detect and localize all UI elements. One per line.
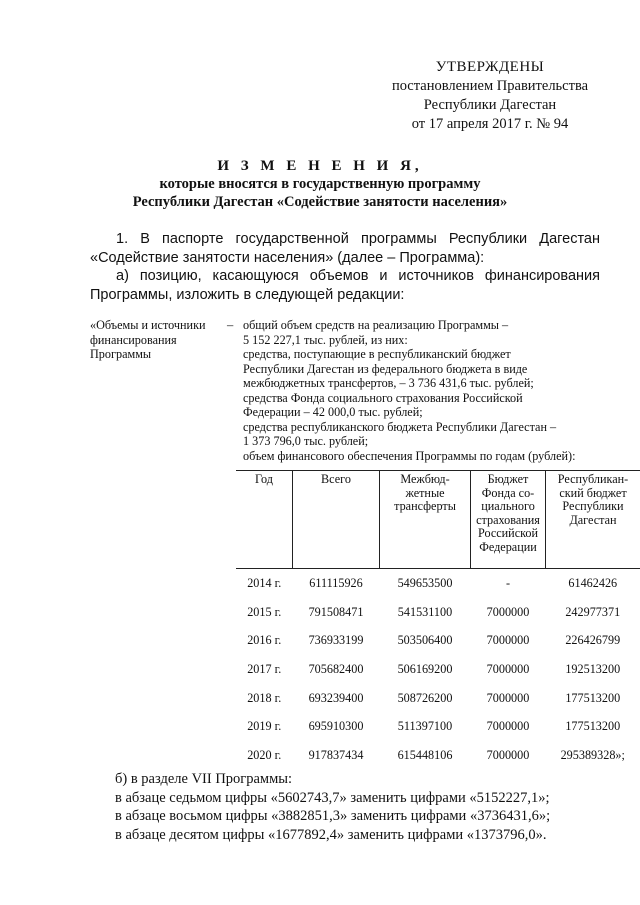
table-row [236,684,640,713]
cell-total: 917837434 [308,747,364,762]
paragraph-1-text: 1. В паспорте государственной программы Республики Дагестан «Содействие занятости населения» (далее – Программа): [90,231,600,266]
column-header-social-fund: Бюджет Фонда со-циального страхования Российской Федерации [471,471,546,569]
paragraph-1a-text: а) позицию, касающуюся объемов и источников финансирования Программы, изложить в следующей редакции: [90,268,600,303]
cell-total: 695910300 [308,719,364,734]
paragraph-b-line: в абзаце седьмом цифры «5602743,7» заменить цифрами «5152227,1»; [115,789,550,806]
cell-social-fund: 7000000 [486,690,530,705]
cell-social-fund: 7000000 [486,747,530,762]
table-row [236,655,640,684]
column-header-transfers: Межбюд-жетные трансферты [380,471,471,569]
position-line: 5 152 227,1 тыс. рублей, из них: [243,332,408,347]
table-row [236,741,640,770]
cell-social-fund: 7000000 [486,633,530,648]
cell-transfers: 511397100 [397,719,453,734]
cell-transfers: 549653500 [397,575,453,590]
position-dash: – [227,318,234,332]
cell-year: 2020 г. [247,747,282,762]
cell-republic-budget: 192513200 [565,661,621,676]
cell-republic-budget: 61462426 [568,575,618,590]
cell-transfers: 508726200 [397,690,453,705]
paragraph-b-line: в абзаце десятом цифры «1677892,4» заменить цифрами «1373796,0». [115,826,547,843]
position-line: 1 373 796,0 тыс. рублей; [243,434,369,448]
cell-total: 705682400 [308,661,364,676]
paragraph-1 [90,230,600,304]
position-line: средства республиканского бюджета Республики Дагестан – [243,419,557,434]
position-line: межбюджетных трансфертов, – 3 736 431,6 тыс. рублей; [243,376,534,390]
column-header-year: Год [236,471,293,569]
cell-total: 791508471 [308,604,364,619]
position-line: Федерации – 42 000,0 тыс. рублей; [243,405,423,419]
cell-republic-budget: 177513200 [565,690,621,705]
cell-total: 611115926 [309,575,363,590]
cell-year: 2018 г. [247,690,282,705]
approval-line: Республики Дагестан [423,97,557,113]
approval-date: от 17 апреля 2017 г. № 94 [411,116,569,132]
cell-transfers: 506169200 [397,661,453,676]
cell-year: 2014 г. [247,575,282,590]
cell-total: 693239400 [308,690,364,705]
document-title [60,157,580,211]
table-row [236,626,640,655]
title-subline: которые вносятся в государственную программу [159,176,481,192]
cell-year: 2017 г. [247,661,282,676]
position-content [243,318,613,463]
table-header-row [236,471,640,569]
financing-table [236,470,640,770]
cell-republic-budget: 295389328»; [560,747,625,762]
cell-year: 2016 г. [247,633,282,648]
cell-transfers: 615448106 [397,747,453,762]
cell-republic-budget: 242977371 [565,604,621,619]
paragraph-b-line: в абзаце восьмом цифры «3882851,3» заменить цифрами «3736431,6»; [115,808,551,824]
paragraph-b [115,770,615,844]
cell-republic-budget: 226426799 [565,633,621,648]
cell-social-fund: 7000000 [486,719,530,734]
position-line: общий объем средств на реализацию Программы – [243,318,509,332]
title-subline: Республики Дагестан «Содействие занятости населения» [132,194,508,210]
cell-social-fund: - [505,575,511,590]
column-header-republic-budget: Республикан-ский бюджет Республики Дагестан [546,471,640,569]
column-header-total: Всего [293,471,380,569]
position-line: средства Фонда социального страхования Российской [243,390,523,405]
position-label: «Объемы и источники финансирования Программы [90,318,206,361]
table-row [236,569,640,598]
cell-transfers: 503506400 [397,633,453,648]
table-row [236,712,640,741]
cell-year: 2019 г. [247,719,282,734]
title-heading: И З М Е Н Е Н И Я, [217,158,423,174]
approval-line: постановлением Правительства [391,78,589,94]
cell-republic-budget: 177513200 [565,719,621,734]
position-line: средства, поступающие в республиканский бюджет [243,347,511,361]
position-line: объем финансового обеспечения Программы по годам (рублей): [243,448,576,463]
cell-social-fund: 7000000 [486,661,530,676]
approval-block [380,58,600,134]
cell-social-fund: 7000000 [486,604,530,619]
paragraph-b-line: б) в разделе VII Программы: [115,771,293,787]
cell-total: 736933199 [308,633,364,648]
position-line: Республики Дагестан из федерального бюджета в виде [243,361,528,376]
cell-year: 2015 г. [247,604,282,619]
table-row [236,598,640,627]
cell-transfers: 541531100 [397,604,453,619]
approval-heading: УТВЕРЖДЕНЫ [435,59,545,75]
